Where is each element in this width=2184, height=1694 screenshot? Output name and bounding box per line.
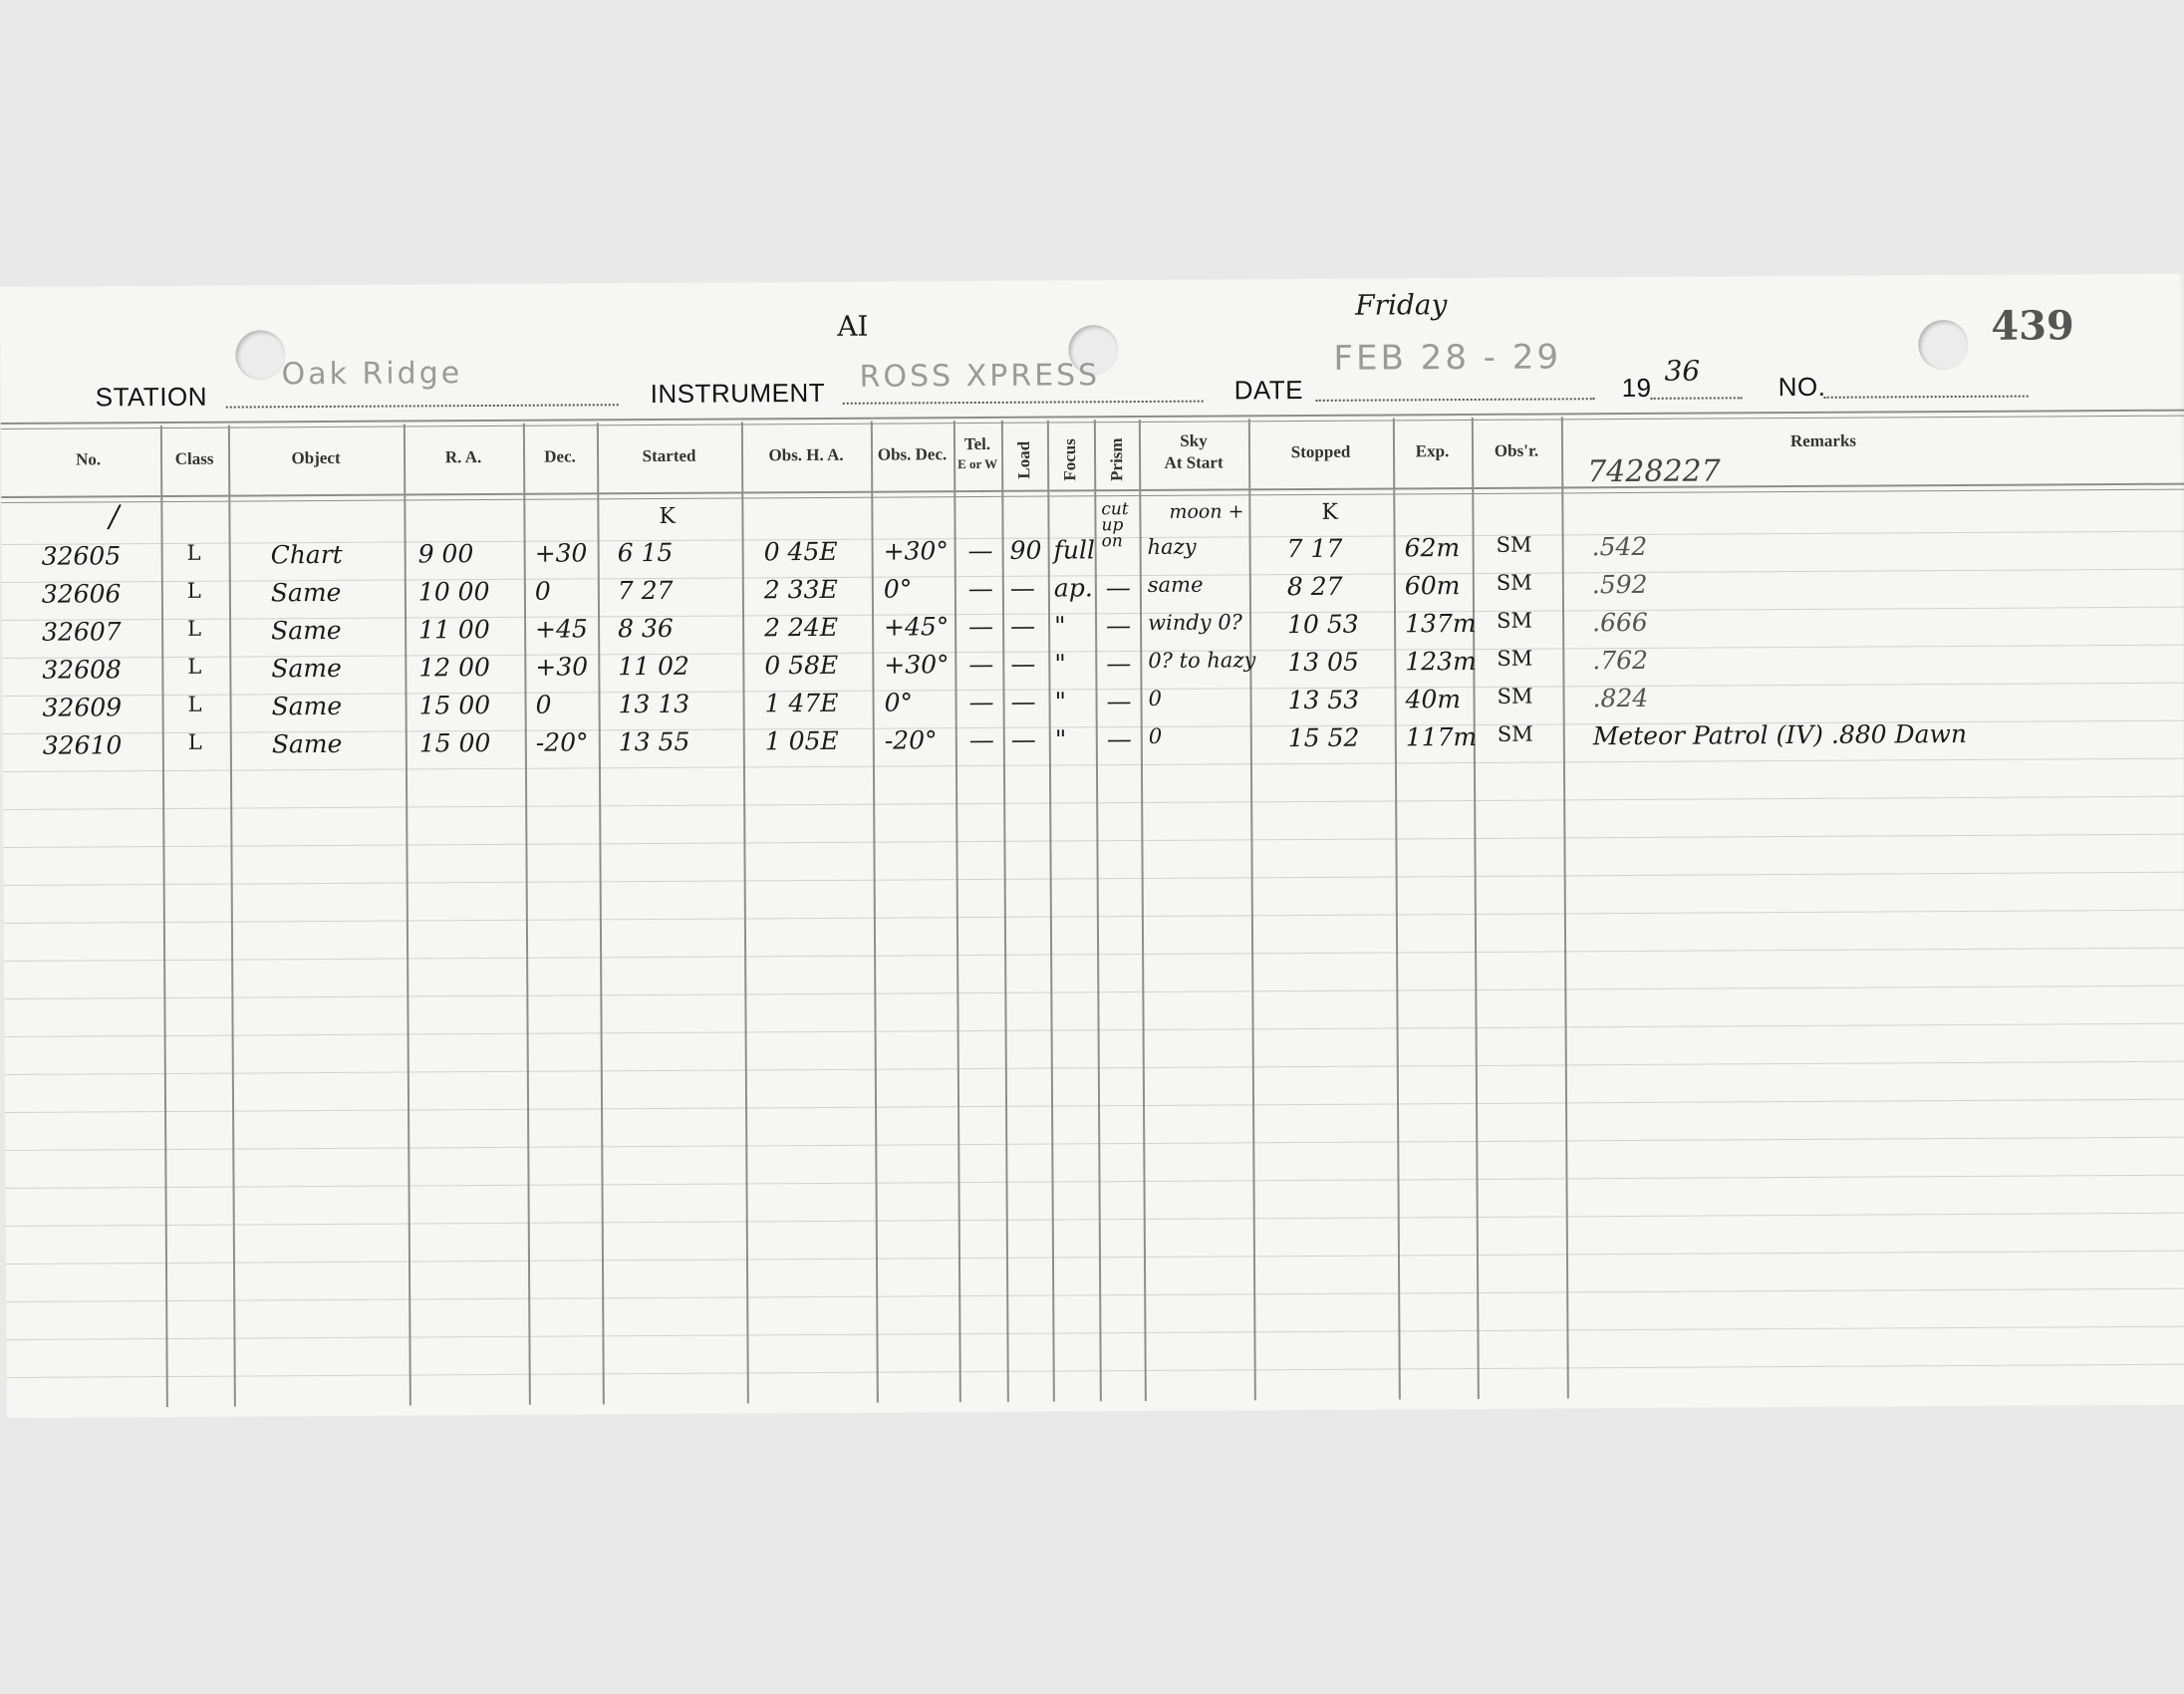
date-line [1316, 398, 1595, 402]
instrument-note: AI [837, 309, 869, 343]
row-class: L [187, 729, 202, 754]
row-exp: 60m [1404, 571, 1461, 601]
col-sky: Sky [1180, 430, 1208, 450]
row-stopped: 13 53 [1287, 685, 1360, 715]
row-obsr: SM [1496, 532, 1532, 557]
col-no: No. [75, 449, 102, 469]
row-remarks: .666 [1591, 607, 1648, 638]
col-exp: Exp. [1415, 441, 1450, 461]
row-sky: windy 0? [1148, 610, 1242, 635]
col-obsr: Obs'r. [1494, 440, 1539, 460]
row-tel: — [968, 724, 994, 755]
date-label: DATE [1233, 375, 1304, 406]
row-started: 7 27 [617, 575, 674, 606]
row-no: 32610 [42, 730, 123, 760]
row-ra: 15 00 [418, 691, 491, 720]
row-focus: full [1053, 535, 1096, 565]
row-exp: 117m [1405, 721, 1478, 752]
row-obsr: SM [1497, 684, 1533, 708]
row-no: 32607 [42, 617, 122, 647]
date-note: Friday [1355, 288, 1448, 322]
year-prefix: 19 [1621, 372, 1652, 404]
row-obs-dec: +45° [884, 612, 950, 642]
col-obs-dec: Obs. Dec. [877, 444, 948, 464]
row-tel: — [968, 687, 994, 717]
row-focus: " [1054, 724, 1067, 754]
no-label: NO. [1777, 371, 1826, 403]
remarks-top-note: 7428227 [1587, 453, 1721, 490]
row-load: — [1010, 687, 1036, 716]
row-focus: " [1054, 687, 1067, 716]
row-no: 32606 [41, 579, 122, 609]
row-tel: — [967, 573, 993, 604]
col-sky-sub: At Start [1164, 452, 1224, 472]
row-exp: 40m [1405, 685, 1462, 714]
year-line [1651, 397, 1743, 400]
row-focus: " [1054, 649, 1066, 679]
no-line [1824, 396, 2029, 399]
station-value: Oak Ridge [281, 356, 463, 393]
row-dec: +45 [535, 614, 588, 644]
row-remarks: .592 [1591, 569, 1648, 600]
row-sky: 0? to hazy [1148, 648, 1256, 673]
row-load: 90 [1009, 535, 1042, 565]
row-stopped: 8 27 [1286, 571, 1343, 602]
row-focus: " [1054, 611, 1066, 641]
sky-note: moon + [1169, 500, 1244, 523]
row-obsr: SM [1497, 721, 1533, 746]
row-dec: +30 [535, 652, 589, 682]
row-stopped: 7 17 [1286, 533, 1343, 564]
row-focus: ap. [1053, 573, 1093, 603]
row-exp: 137m [1405, 608, 1477, 639]
punch-hole-left [235, 330, 285, 380]
col-obs-ha: Obs. H. A. [768, 444, 844, 465]
col-prism: Prism [1106, 437, 1127, 481]
row-prism: — [1106, 611, 1132, 641]
row-load: — [1010, 611, 1036, 641]
row-remarks: .824 [1592, 683, 1649, 713]
row-dec: +30 [534, 538, 588, 568]
col-ra: R. A. [444, 447, 482, 467]
plate-number: 439 [1991, 302, 2074, 350]
col-class: Class [174, 448, 214, 468]
col-started: Started [642, 445, 696, 466]
row-load: — [1009, 573, 1035, 603]
row-class: L [187, 692, 202, 716]
row-obsr: SM [1496, 570, 1532, 595]
log-sheet [0, 274, 2184, 1418]
started-mark: K [659, 503, 676, 529]
row-object: Same [271, 653, 342, 684]
row-ra: 15 00 [418, 728, 491, 758]
col-load: Load [1013, 440, 1034, 479]
row-dec: 0 [534, 576, 551, 606]
row-no: 32605 [41, 541, 122, 571]
row-remarks: Meteor Patrol (IV) .880 Dawn [1592, 718, 1968, 751]
row-stopped: 15 52 [1287, 722, 1360, 753]
row-ra: 11 00 [418, 615, 490, 645]
row-obs-dec: +30° [883, 536, 949, 566]
row-prism: — [1106, 724, 1132, 754]
row-dec: 0 [535, 690, 552, 719]
row-object: Same [271, 728, 343, 759]
row-load: — [1010, 724, 1036, 754]
row-no: 32609 [42, 693, 123, 722]
row-stopped: 10 53 [1287, 609, 1359, 640]
row-prism: — [1106, 687, 1132, 716]
col-dec: Dec. [544, 446, 576, 466]
col-object: Object [291, 447, 341, 468]
row-stopped: 13 05 [1287, 647, 1359, 678]
prism-note: cut up on [1101, 499, 1129, 552]
stopped-mark: K [1321, 499, 1338, 525]
row-ra: 12 00 [418, 653, 491, 683]
row-no: 32608 [42, 655, 122, 685]
col-stopped: Stopped [1290, 441, 1351, 462]
row-object: Same [271, 691, 343, 721]
row-started: 6 15 [617, 537, 674, 568]
row-sky: hazy [1147, 534, 1197, 559]
row-sky: same [1147, 572, 1204, 597]
punch-hole-right [1918, 320, 1968, 370]
row-class: L [187, 616, 202, 641]
row-remarks: .542 [1591, 531, 1648, 562]
station-label: STATION [95, 381, 208, 413]
row-sky: 0 [1148, 723, 1163, 748]
row-ra: 10 00 [417, 577, 490, 607]
station-line [226, 404, 619, 408]
row-exp: 123m [1405, 646, 1477, 677]
row-sky: 0 [1148, 686, 1162, 710]
row-obs-dec: 0° [883, 574, 913, 604]
row-remarks: .762 [1592, 645, 1649, 676]
row-object: Same [270, 577, 342, 608]
row-obsr: SM [1497, 646, 1533, 671]
row-obs-ha: 2 33E [763, 574, 838, 605]
row-obsr: SM [1497, 608, 1533, 633]
col-tel-sub: E or W [957, 455, 998, 472]
col-focus: Focus [1059, 438, 1080, 481]
row-exp: 62m [1404, 533, 1461, 563]
date-value: FEB 28 - 29 [1333, 337, 1562, 379]
no-tick: / [109, 499, 120, 535]
row-load: — [1010, 649, 1036, 679]
row-tel: — [967, 535, 993, 566]
instrument-label: INSTRUMENT [650, 377, 826, 410]
row-dec: -20° [535, 727, 589, 757]
row-prism: — [1105, 573, 1131, 603]
row-obs-ha: 1 47E [764, 688, 839, 718]
row-obs-ha: 1 05E [764, 725, 839, 756]
row-object: Same [271, 615, 342, 646]
row-tel: — [968, 611, 994, 642]
row-class: L [186, 540, 201, 565]
row-obs-ha: 0 58E [764, 650, 839, 681]
row-object: Chart [270, 539, 343, 570]
row-ra: 9 00 [417, 539, 474, 569]
row-started: 11 02 [618, 651, 690, 682]
row-obs-ha: 0 45E [763, 536, 838, 567]
row-tel: — [968, 649, 994, 680]
instrument-value: ROSS XPRESS [859, 358, 1101, 395]
row-obs-dec: -20° [884, 725, 938, 755]
year-value: 36 [1664, 354, 1701, 388]
row-started: 13 55 [618, 726, 690, 757]
row-obs-dec: +30° [884, 650, 950, 680]
col-remarks: Remarks [1789, 430, 1857, 451]
row-prism: — [1106, 649, 1132, 679]
row-obs-dec: 0° [884, 688, 914, 717]
row-obs-ha: 2 24E [764, 612, 839, 643]
instrument-line [843, 401, 1204, 405]
row-started: 8 36 [618, 613, 674, 644]
col-tel: Tel. [963, 433, 991, 454]
row-class: L [186, 578, 201, 603]
row-started: 13 13 [618, 689, 690, 719]
row-class: L [187, 654, 202, 679]
